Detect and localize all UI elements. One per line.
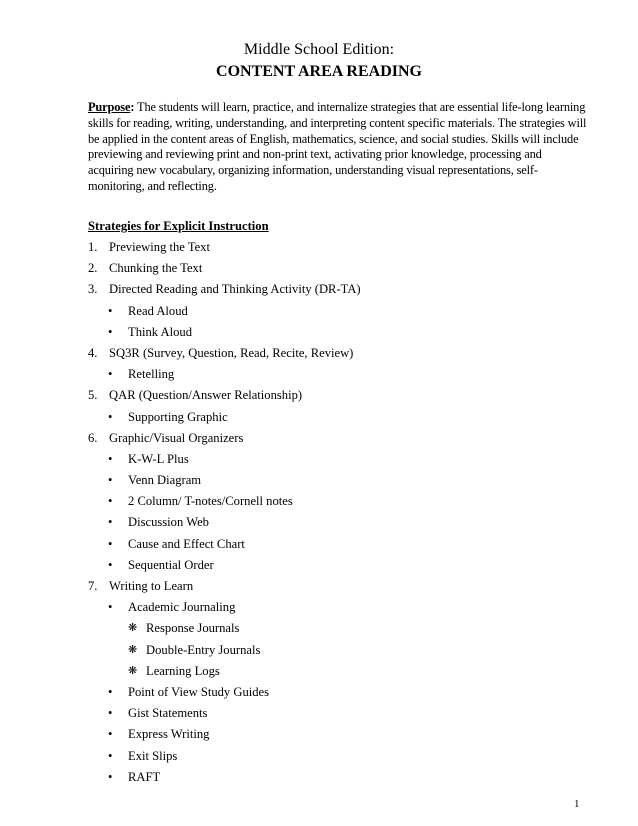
purpose-colon: : [130,100,135,114]
bullet-label: Think Aloud [128,324,193,339]
list-item [88,343,588,364]
bullet-icon: • [108,324,113,339]
bullet-label: Cause and Effect Chart [128,536,245,551]
list-item [88,428,588,449]
bullet-icon: • [108,409,113,424]
item-label: Chunking the Text [109,261,203,276]
bullet-item [88,512,588,533]
item-number: 3. [88,282,98,297]
bullet-label: Supporting Graphic [128,409,228,424]
bullet-icon: • [108,367,113,382]
bullet-item [88,407,588,428]
bullet-label: Read Aloud [128,303,188,318]
page-number: 1 [574,798,580,810]
bullet-item [88,364,588,385]
sub-bullet-item [88,640,588,661]
item-number: 7. [88,579,98,593]
bullet-item [88,746,588,767]
bullet-icon: • [108,727,113,742]
bullet-icon: • [108,748,113,763]
bullet-icon: • [108,600,113,615]
bullet-item [88,301,588,322]
bullet-icon: • [108,557,113,572]
bullet-icon: • [108,536,113,551]
item-number: 5. [88,388,98,403]
item-label: QAR (Question/Answer Relationship) [109,388,303,403]
bullet-label: Gist Statements [128,706,208,721]
bullet-icon: • [108,494,113,509]
bullet-label: K-W-L Plus [128,451,189,466]
bullet-icon: • [108,451,113,466]
list-item [88,237,588,258]
sub-bullet-label: Response Journals [146,621,240,636]
sub-bullet-item [88,618,588,639]
purpose-paragraph [88,100,588,195]
item-label: Previewing the Text [109,240,211,254]
edition-subtitle: Middle School Edition: [243,41,395,58]
asterisk-bullet-icon: ❋ [128,664,138,677]
bullet-item [88,449,588,470]
bullet-item [88,703,588,724]
bullet-label: 2 Column/ T-notes/Cornell notes [128,494,293,509]
item-number: 1. [88,240,98,254]
item-number: 4. [88,345,98,360]
bullet-label: Exit Slips [128,748,178,763]
bullet-item [88,597,588,618]
asterisk-bullet-icon: ❋ [128,622,138,635]
bullet-label: Academic Journaling [128,600,236,615]
item-label: Writing to Learn [109,579,194,593]
bullet-label: RAFT [128,769,161,784]
bullet-item [88,555,588,576]
list-item [88,279,588,300]
document-title: CONTENT AREA READING [216,63,422,80]
bullet-icon: • [108,706,113,721]
sub-bullet-item [88,661,588,682]
bullet-item [88,682,588,703]
bullet-label: Express Writing [128,727,210,742]
item-label: Directed Reading and Thinking Activity (DR-TA) [109,282,361,297]
purpose-label: Purpose [88,100,131,114]
purpose-text: The students will learn, practice, and internalize strategies that are essential life-long learning skills for reading, writing, understanding, and interpreting content specific materials. The strategies will be applied in the content areas of English, mathematics, science, and social studies. Skills will include previewing and reviewing print and non-print text, activating prior knowledge, processing and acquiring new vocabulary, organizing information, understanding visual representations, self-monitoring, and reflecting. [88,100,587,193]
list-item [88,576,588,597]
item-number: 6. [88,430,98,445]
item-label: Graphic/Visual Organizers [109,430,244,445]
bullet-item [88,322,588,343]
bullet-item [88,534,588,555]
bullet-label: Venn Diagram [128,473,202,488]
bullet-label: Sequential Order [128,557,214,572]
bullet-label: Retelling [128,367,175,382]
bullet-icon: • [108,769,113,784]
bullet-item [88,767,588,788]
list-item [88,385,588,406]
bullet-icon: • [108,515,113,530]
list-item [88,258,588,279]
bullet-item [88,491,588,512]
strategies-section [88,216,588,788]
bullet-icon: • [108,473,113,488]
asterisk-bullet-icon: ❋ [128,643,138,656]
bullet-icon: • [108,684,113,699]
bullet-label: Point of View Study Guides [128,684,270,699]
bullet-icon: • [108,303,113,318]
document-header [0,40,638,82]
bullet-item [88,470,588,491]
item-number: 2. [88,261,98,276]
bullet-item [88,724,588,745]
bullet-label: Discussion Web [128,515,209,530]
sub-bullet-label: Learning Logs [146,663,220,678]
item-label: SQ3R (Survey, Question, Read, Recite, Review) [109,345,354,360]
sub-bullet-label: Double-Entry Journals [146,642,261,657]
strategies-heading: Strategies for Explicit Instruction [88,219,269,233]
